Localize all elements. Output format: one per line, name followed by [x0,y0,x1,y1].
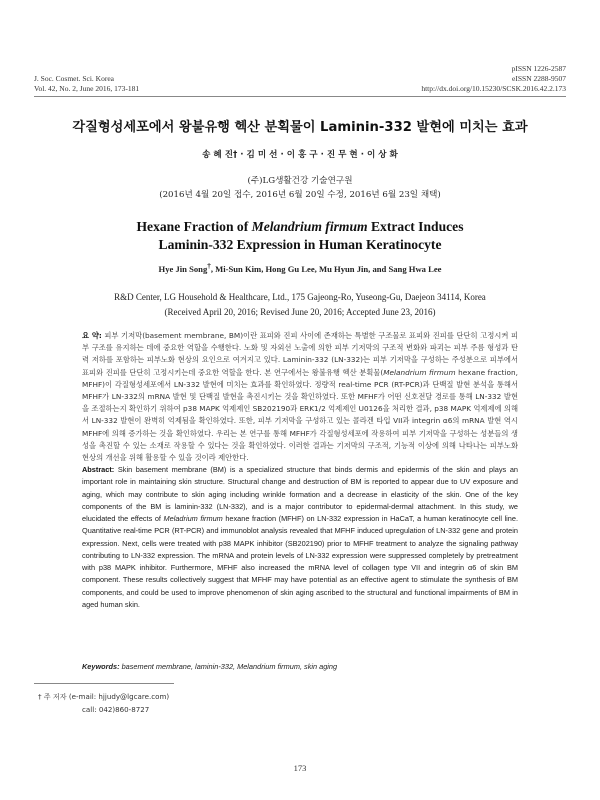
english-title-species: Melandrium firmum [251,219,368,234]
korean-authors: 송 혜 진† · 김 미 선 · 이 홍 구 · 진 무 현 · 이 상 화 [202,150,398,160]
english-affiliation-block [0,290,600,319]
footnote-email: † 주 저자 (e-mail: hjjudy@lgcare.com) [38,692,170,701]
korean-title: 각질형성세포에서 왕불유행 헥산 분획물이 Laminin-332 발현에 미치는 효과 [72,120,528,135]
korean-abstract-label: 요 약: [82,331,102,340]
korean-dates: (2016년 4월 20일 접수, 2016년 6월 20일 수정, 2016년 6월 23일 채택) [159,190,441,200]
korean-affiliation-block [0,174,600,202]
issn-header [421,64,566,94]
english-abstract-text-2: hexane fraction (MFHF) on LN-332 expression in HaCaT, a human keratinocyte cell line. Quantitative real-time PCR (RT-PCR) and immunoblot analysis revealed that MFHF induced upregulation of LN-332 gene and protein expression. Next, cells were treated with p38 MAPK inhibitor (SB202190) prior to MFHF treatment to analyze the signaling pathway contributing to LN-332 expression. The mRNA and protein levels of LN-332 expression were suppressed completely by pretreatment with p38 MAPK inhibitor. Furthermore, MFHF also increased the mRNA level of collagen type VII and integrin α6 of skin BM component. These results collectively suggest that MFHF may have potential as an effective agent to stimulate the synthesis of BM components, and could be used to improve phenomenon of skin aging ascribed to the structural and functional impairments of BM in aged human skin. [82,514,518,609]
english-abstract [82,464,518,611]
footnote-phone: call: 042)860-8727 [82,705,150,714]
first-author: Hye Jin Song [158,263,208,274]
footnote [38,690,169,716]
pissn: pISSN 1226-2587 [511,64,566,73]
english-affiliation: R&D Center, LG Household & Healthcare, Ltd., 175 Gajeong-Ro, Yuseong-Gu, Daejeon 34114, Korea [114,292,486,302]
korean-abstract [82,330,518,464]
volume-info: Vol. 42, No. 2, June 2016, 173-181 [34,84,140,93]
english-abstract-text-1: Skin basement membrane (BM) is a specialized structure that binds dermis and epidermis of the skin and plays an important role in maintaining skin structure. Structural change and destruction of BM is reported to appear due to UV exposure and aging, which may contribute to skin aging including wrinkle formation and a decrease in elasticity of the skin. One of the key components of the BM is laminin-332 (LN-332), and is a major contributor to epidermal-dermal attachment. In this study, we elucidated the effects of [82,465,518,523]
journal-header [34,74,139,94]
english-title-part1: Hexane Fraction of [136,219,252,234]
korean-abstract-text-2: hexane fraction, MFHF)이 각질형성세포에서 LN-332 발현에 미치는 효과를 확인하였다. 정량적 real-time PCR (RT-PCR)과 단백질 발현 분석을 통해서 MFHF가 LN-332의 mRNA 발현 및 단백질 발현을 촉진시키는 것을 확인하였다. 또한 MFHF가 어떤 신호전달 경로를 통해 LN-332 발현을 조절하는지 확인하기 위하여 p38 MAPK 억제제인 SB202190과 ERK1/2 억제제인 U0126을 처리한 결과, p38 MAPK 억제제에 의해서 LN-332 발현이 완벽히 억제됨을 확인하였다. 또한, 피부 기저막을 구성하고 있는 콜라겐 타입 VII과 integrin α6의 mRNA 발현 역시 MFHF에 의해 증가하는 것을 확인하였다. 우리는 본 연구를 통해 MFHF가 각질형성세포에 작용하여 피부 기저막을 구성하는 성분들의 생성을 촉진할 수 있는 소재로 작용할 수 있다는 것을 확인하였다. 이러한 결과는 기저막의 구조적, 기능적 이상에 의해 나타나는 피부노화 현상의 개선을 위해 활용할 수 있을 것이라 제안한다. [82,367,518,463]
footnote-divider [34,683,174,684]
page-number: 173 [293,763,307,773]
korean-abstract-text-1: 피부 기저막(basement membrane, BM)이란 표피와 진피 사이에 존재하는 특별한 구조물로 표피와 진피를 단단히 고정시켜 피부 구조를 유지하는 데에 중요한 역할을 수행한다. 노화 및 자외선 노출에 의한 피부 기저막의 구조적 변화와 파괴는 피부 주름 형성과 탄력 저하를 포함하는 피부노화 현상의 요인으로 여겨지고 있다. Laminin-332 (LN-332)는 피부 기저막을 구성하는 주성분으로 피부에서 표피와 진피를 단단히 고정시키는데 중요한 역할을 한다. 본 연구에서는 왕불유행 헥산 분획물( [82,331,518,377]
english-authors [0,262,600,274]
english-title [0,218,600,254]
korean-affiliation: (주)LG생활건강 기술연구원 [247,176,353,186]
english-dates: (Received April 20, 2016; Revised June 20, 2016; Accepted June 23, 2016) [164,306,436,317]
keywords [82,662,518,671]
other-authors: , Mi-Sun Kim, Hong Gu Lee, Mu Hyun Jin, and Sang Hwa Lee [210,263,442,274]
english-title-line2: Laminin-332 Expression in Human Keratinocyte [158,237,442,252]
doi-link[interactable]: http://dx.doi.org/10.15230/SCSK.2016.42.2.173 [421,84,566,93]
english-abstract-species: Meladrium firmum [163,514,223,523]
korean-abstract-species: Melandrium firmum [383,367,456,377]
header-divider [34,96,566,97]
eissn: eISSN 2288-9507 [512,74,566,83]
keywords-label: Keywords: [82,662,120,671]
keywords-text: basement membrane, laminin-332, Melandrium firmum, skin aging [119,662,338,671]
corresponding-mark: † [207,262,211,270]
english-title-part2: Extract Induces [367,219,464,234]
english-abstract-label: Abstract: [82,465,115,474]
journal-name: J. Soc. Cosmet. Sci. Korea [34,74,114,83]
